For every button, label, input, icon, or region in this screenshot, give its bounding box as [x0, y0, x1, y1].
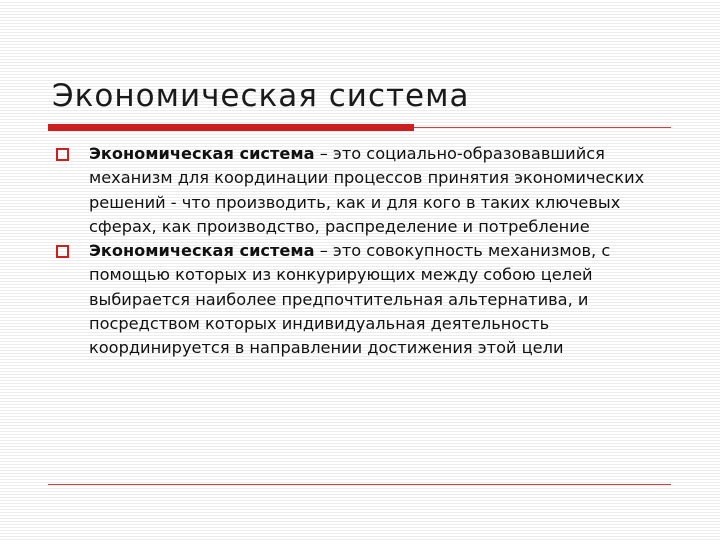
bullet-definition: – это совокупность механизмов, с помощью которых из конкурирующих между собою целей выбирается наиболее предпочтительная альтернатива, и посредством которых индивидуальная деятельность координируется в направлении достижения этой цели: [89, 241, 611, 358]
bullet-list: [52, 142, 672, 361]
bullet-definition: – это социально-образовавшийся механизм для координации процессов принятия экономических решений - что производить, как и для кого в таких ключевых сферах, как производство, распределение и потребление: [89, 144, 645, 236]
bullet-term: Экономическая система: [89, 241, 315, 261]
footer-divider: [48, 484, 671, 485]
hollow-square-bullet-icon: [56, 148, 69, 161]
title-underline-thin: [414, 127, 671, 128]
bullet-term: Экономическая система: [89, 144, 315, 163]
hollow-square-bullet-icon: [56, 245, 69, 258]
slide-title: Экономическая система: [52, 78, 470, 114]
bullet-item: [52, 142, 672, 239]
title-underline-accent: [48, 124, 414, 131]
bullet-item: [52, 239, 672, 360]
